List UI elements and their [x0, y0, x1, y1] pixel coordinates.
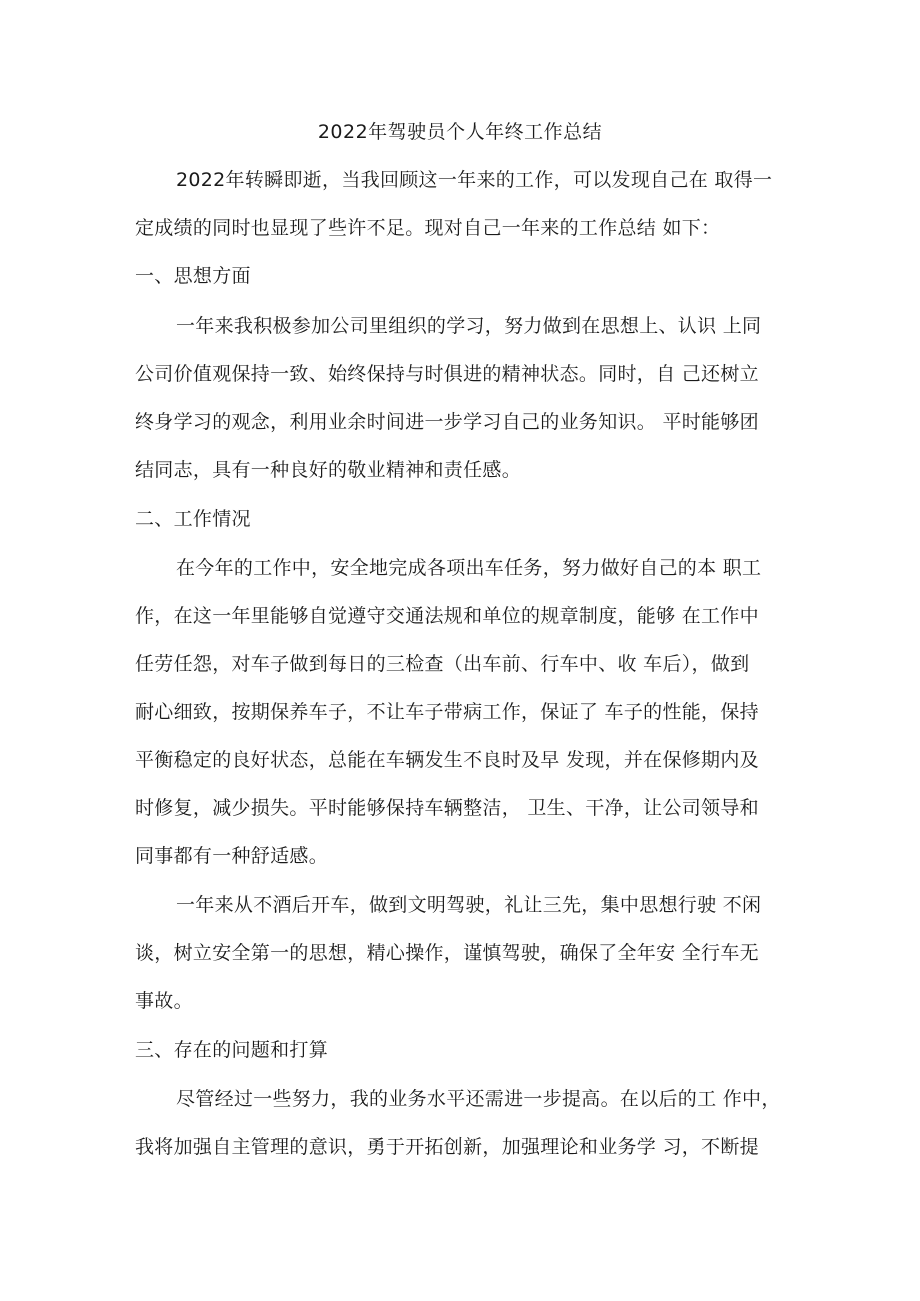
paragraph-2-line-1: 一年来我积极参加公司里组织的学习，努力做到在思想上、认识 上同: [176, 315, 762, 337]
paragraph-4-line-1: 一年来从不酒后开车，做到文明驾驶，礼让三先，集中思想行驶 不闲: [176, 894, 762, 916]
paragraph-2-line-3: 终身学习的观念，利用业余时间进一步学习自己的业务知识。 平时能够团: [135, 411, 759, 433]
paragraph-3-line-2: 作，在这一年里能够自觉遵守交通法规和单位的规章制度，能够 在工作中: [135, 605, 759, 627]
paragraph-3-line-6: 时修复，减少损失。平时能够保持车辆整洁， 卫生、干净，让公司领导和: [135, 797, 759, 819]
paragraph-3-line-3: 任劳任怨，对车子做到每日的三检查（出车前、行车中、收 车后），做到: [135, 653, 750, 675]
section-heading-problems: 三、存在的问题和打算: [135, 1039, 329, 1061]
section-heading-thought: 一、思想方面: [135, 265, 251, 287]
paragraph-3-line-4: 耐心细致，按期保养车子，不让车子带病工作，保证了 车子的性能，保持: [135, 701, 759, 723]
paragraph-3-line-5: 平衡稳定的良好状态，总能在车辆发生不良时及早 发现，并在保修期内及: [135, 749, 759, 771]
paragraph-4-line-3: 事故。: [135, 990, 193, 1012]
document-title: 2022年驾驶员个人年终工作总结: [317, 121, 603, 143]
paragraph-1-line-1: 2022年转瞬即逝，当我回顾这一年来的工作，可以发现自己在 取得一: [176, 169, 773, 191]
paragraph-3-line-7: 同事都有一种舒适感。: [135, 845, 329, 867]
paragraph-4-line-2: 谈，树立安全第一的思想，精心操作，谨慎驾驶，确保了全年安 全行车无: [135, 942, 759, 964]
paragraph-1-line-2: 定成绩的同时也显现了些许不足。现对自己一年来的工作总结 如下：: [135, 217, 721, 239]
paragraph-2-line-2: 公司价值观保持一致、始终保持与时俱进的精神状态。同时，自 己还树立: [135, 363, 759, 385]
paragraph-5-line-2: 我将加强自主管理的意识，勇于开拓创新，加强理论和业务学 习，不断提: [135, 1136, 759, 1158]
section-heading-work: 二、工作情况: [135, 508, 251, 530]
paragraph-5-line-1: 尽管经过一些努力，我的业务水平还需进一步提高。在以后的工 作中，: [176, 1088, 781, 1110]
paragraph-3-line-1: 在今年的工作中，安全地完成各项出车任务，努力做好自己的本 职工: [176, 557, 762, 579]
paragraph-2-line-4: 结同志，具有一种良好的敬业精神和责任感。: [135, 459, 522, 481]
